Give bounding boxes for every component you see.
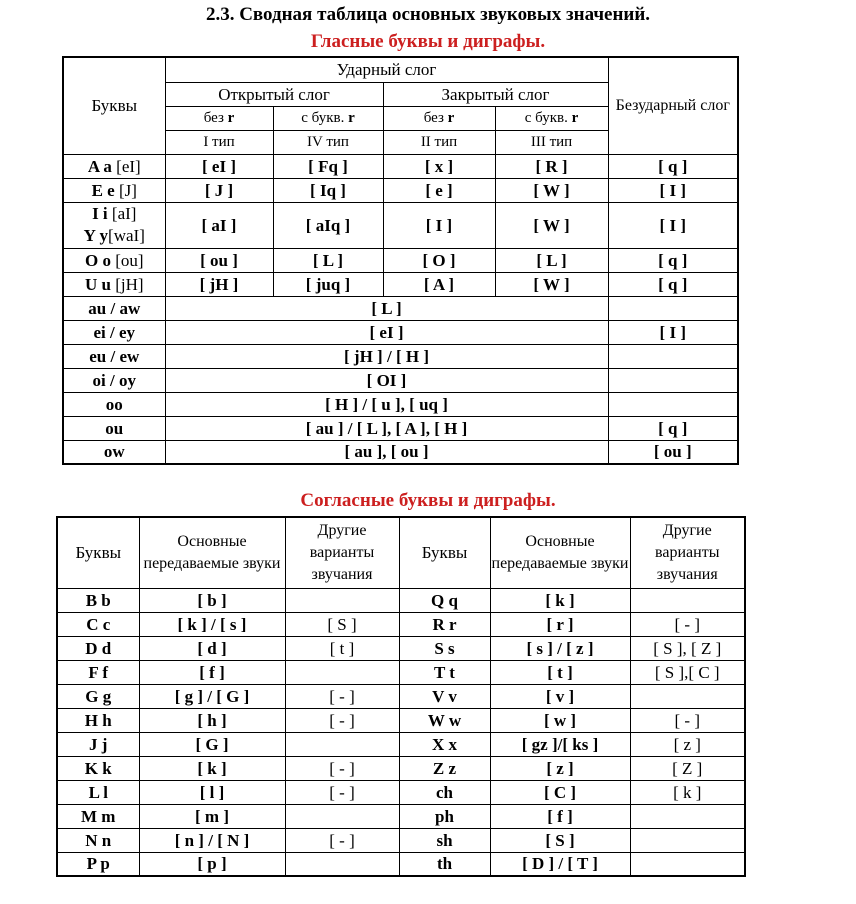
- vowel-letter: O o [ou]: [63, 248, 165, 272]
- table-row: [57, 852, 745, 876]
- vowel-unstressed: [ q ]: [608, 272, 738, 296]
- consonant-other: [285, 804, 399, 828]
- table-row: [57, 636, 745, 660]
- digraph-value: [ OI ]: [165, 368, 608, 392]
- table-row: [63, 202, 738, 248]
- vowel-type2: [ e ]: [383, 178, 495, 202]
- consonant-main: [ C ]: [490, 780, 630, 804]
- consonant-other: [ - ]: [630, 708, 745, 732]
- consonant-main: [ l ]: [139, 780, 285, 804]
- consonant-letter: D d: [57, 636, 139, 660]
- table-row: [63, 272, 738, 296]
- digraph-value: [ H ] / [ u ], [ uq ]: [165, 392, 608, 416]
- header-with-r-closed: с букв. r: [495, 106, 608, 130]
- consonant-other: [ S ], [ Z ]: [630, 636, 745, 660]
- consonant-other: [285, 660, 399, 684]
- header-letters: Буквы: [63, 57, 165, 154]
- consonant-letter: R r: [399, 612, 490, 636]
- table-row: [63, 296, 738, 320]
- consonant-letter: X x: [399, 732, 490, 756]
- consonant-main: [ k ]: [139, 756, 285, 780]
- digraph-value: [ jH ] / [ H ]: [165, 344, 608, 368]
- consonant-other: [ - ]: [285, 828, 399, 852]
- table-row: [57, 756, 745, 780]
- table-row: [63, 368, 738, 392]
- consonant-other: [ t ]: [285, 636, 399, 660]
- consonant-letter: H h: [57, 708, 139, 732]
- consonant-other: [630, 828, 745, 852]
- header-unstressed: Безударный слог: [608, 57, 738, 154]
- consonant-other: [ - ]: [285, 756, 399, 780]
- table-row: [57, 684, 745, 708]
- table-row: [57, 828, 745, 852]
- vowel-type4: [ Iq ]: [273, 178, 383, 202]
- table-row: [63, 320, 738, 344]
- consonant-letter: ch: [399, 780, 490, 804]
- consonant-other: [ Z ]: [630, 756, 745, 780]
- consonant-other: [ - ]: [285, 684, 399, 708]
- digraph-unstressed: [608, 344, 738, 368]
- consonant-main: [ d ]: [139, 636, 285, 660]
- table-row: [57, 780, 745, 804]
- table-row: [63, 416, 738, 440]
- consonant-other: [285, 732, 399, 756]
- consonant-main: [ w ]: [490, 708, 630, 732]
- vowel-type4: [ L ]: [273, 248, 383, 272]
- consonant-main: [ f ]: [490, 804, 630, 828]
- consonant-main: [ z ]: [490, 756, 630, 780]
- consonant-main: [ t ]: [490, 660, 630, 684]
- consonant-main: [ h ]: [139, 708, 285, 732]
- digraph-value: [ au ] / [ L ], [ A ], [ H ]: [165, 416, 608, 440]
- consonant-letter: T t: [399, 660, 490, 684]
- consonant-letter: B b: [57, 588, 139, 612]
- consonant-main: [ s ] / [ z ]: [490, 636, 630, 660]
- vowels-table: [62, 56, 739, 465]
- vowel-type2: [ x ]: [383, 154, 495, 178]
- consonant-other: [630, 588, 745, 612]
- consonant-main: [ D ] / [ T ]: [490, 852, 630, 876]
- header-closed: Закрытый слог: [383, 82, 608, 106]
- vowel-type3: [ L ]: [495, 248, 608, 272]
- consonant-letter: J j: [57, 732, 139, 756]
- digraph-unstressed: [608, 392, 738, 416]
- consonant-letter: C c: [57, 612, 139, 636]
- consonant-letter: W w: [399, 708, 490, 732]
- vowel-unstressed: [ I ]: [608, 202, 738, 248]
- consonant-main: [ b ]: [139, 588, 285, 612]
- consonant-main: [ k ]: [490, 588, 630, 612]
- page-heading: 2.3. Сводная таблица основных звуковых значений.: [205, 4, 651, 25]
- vowel-type3: [ W ]: [495, 178, 608, 202]
- vowel-type3: [ W ]: [495, 202, 608, 248]
- digraph-letter: oo: [63, 392, 165, 416]
- vowel-letter: U u [jH]: [63, 272, 165, 296]
- digraph-letter: ou: [63, 416, 165, 440]
- header-letters-right: Буквы: [399, 517, 490, 588]
- table-row: [63, 440, 738, 464]
- digraph-value: [ au ], [ ou ]: [165, 440, 608, 464]
- consonant-other: [ k ]: [630, 780, 745, 804]
- digraph-letter: au / aw: [63, 296, 165, 320]
- consonant-main: [ v ]: [490, 684, 630, 708]
- header-other-left: Другие варианты звучания: [285, 517, 399, 588]
- table-row: [57, 804, 745, 828]
- consonant-letter: N n: [57, 828, 139, 852]
- consonant-letter: K k: [57, 756, 139, 780]
- digraph-letter: ei / ey: [63, 320, 165, 344]
- consonant-letter: L l: [57, 780, 139, 804]
- consonant-letter: G g: [57, 684, 139, 708]
- vowel-type1: [ ou ]: [165, 248, 273, 272]
- table-row: [57, 732, 745, 756]
- consonant-other: [630, 852, 745, 876]
- consonant-letter: th: [399, 852, 490, 876]
- consonant-main: [ r ]: [490, 612, 630, 636]
- vowel-type2: [ I ]: [383, 202, 495, 248]
- consonant-letter: F f: [57, 660, 139, 684]
- header-type2: II тип: [383, 130, 495, 154]
- vowel-type1: [ aI ]: [165, 202, 273, 248]
- consonant-other: [ - ]: [285, 708, 399, 732]
- table-row: [63, 154, 738, 178]
- vowel-type3: [ R ]: [495, 154, 608, 178]
- table-row: [63, 392, 738, 416]
- vowel-unstressed: [ I ]: [608, 178, 738, 202]
- vowel-type2: [ A ]: [383, 272, 495, 296]
- table-row: [57, 612, 745, 636]
- digraph-letter: eu / ew: [63, 344, 165, 368]
- digraph-unstressed: [608, 368, 738, 392]
- header-with-r-open: с букв. r: [273, 106, 383, 130]
- consonant-other: [285, 588, 399, 612]
- header-no-r-open: без r: [165, 106, 273, 130]
- consonant-other: [630, 804, 745, 828]
- consonant-other: [ - ]: [285, 780, 399, 804]
- consonant-letter: V v: [399, 684, 490, 708]
- header-no-r-closed: без r: [383, 106, 495, 130]
- vowel-type3: [ W ]: [495, 272, 608, 296]
- consonant-other: [ S ]: [285, 612, 399, 636]
- consonant-main: [ m ]: [139, 804, 285, 828]
- digraph-unstressed: [608, 296, 738, 320]
- consonant-letter: Q q: [399, 588, 490, 612]
- digraph-unstressed: [ I ]: [608, 320, 738, 344]
- header-main-left: Основные передаваемые звуки: [139, 517, 285, 588]
- consonant-letter: sh: [399, 828, 490, 852]
- table-row: [57, 708, 745, 732]
- vowel-type1: [ J ]: [165, 178, 273, 202]
- digraph-unstressed: [ q ]: [608, 416, 738, 440]
- consonant-main: [ p ]: [139, 852, 285, 876]
- vowel-type4: [ Fq ]: [273, 154, 383, 178]
- vowel-unstressed: [ q ]: [608, 154, 738, 178]
- vowel-letter: A a [eI]: [63, 154, 165, 178]
- table-row: [57, 660, 745, 684]
- table-row: [63, 344, 738, 368]
- vowel-type4: [ juq ]: [273, 272, 383, 296]
- header-type3: III тип: [495, 130, 608, 154]
- digraph-unstressed: [ ou ]: [608, 440, 738, 464]
- header-main-right: Основные передаваемые звуки: [490, 517, 630, 588]
- header-type4: IV тип: [273, 130, 383, 154]
- consonant-letter: S s: [399, 636, 490, 660]
- consonant-letter: ph: [399, 804, 490, 828]
- consonant-letter: Z z: [399, 756, 490, 780]
- digraph-value: [ L ]: [165, 296, 608, 320]
- consonant-main: [ g ] / [ G ]: [139, 684, 285, 708]
- header-stressed: Ударный слог: [165, 57, 608, 82]
- consonant-other: [285, 852, 399, 876]
- header-other-right: Другие варианты звучания: [630, 517, 745, 588]
- consonant-other: [ z ]: [630, 732, 745, 756]
- header-type1: I тип: [165, 130, 273, 154]
- consonant-other: [ - ]: [630, 612, 745, 636]
- vowel-type1: [ eI ]: [165, 154, 273, 178]
- table-row: [57, 588, 745, 612]
- consonant-letter: P p: [57, 852, 139, 876]
- vowel-type4: [ aIq ]: [273, 202, 383, 248]
- consonants-title: Согласные буквы и диграфы.: [300, 490, 556, 511]
- consonants-table: [56, 516, 746, 877]
- consonant-other: [630, 684, 745, 708]
- table-row: [63, 178, 738, 202]
- consonant-main: [ n ] / [ N ]: [139, 828, 285, 852]
- consonant-main: [ G ]: [139, 732, 285, 756]
- vowel-letter: I i [aI] Y y[waI]: [63, 202, 165, 248]
- consonant-main: [ gz ]/[ ks ]: [490, 732, 630, 756]
- digraph-value: [ eI ]: [165, 320, 608, 344]
- consonant-letter: M m: [57, 804, 139, 828]
- vowels-title: Гласные буквы и диграфы.: [310, 31, 546, 52]
- consonant-main: [ S ]: [490, 828, 630, 852]
- digraph-letter: ow: [63, 440, 165, 464]
- consonant-main: [ f ]: [139, 660, 285, 684]
- vowel-unstressed: [ q ]: [608, 248, 738, 272]
- table-row: [63, 248, 738, 272]
- vowel-type1: [ jH ]: [165, 272, 273, 296]
- vowel-letter: E e [J]: [63, 178, 165, 202]
- consonant-main: [ k ] / [ s ]: [139, 612, 285, 636]
- vowel-type2: [ O ]: [383, 248, 495, 272]
- consonant-other: [ S ],[ C ]: [630, 660, 745, 684]
- header-letters-left: Буквы: [57, 517, 139, 588]
- digraph-letter: oi / oy: [63, 368, 165, 392]
- header-open: Открытый слог: [165, 82, 383, 106]
